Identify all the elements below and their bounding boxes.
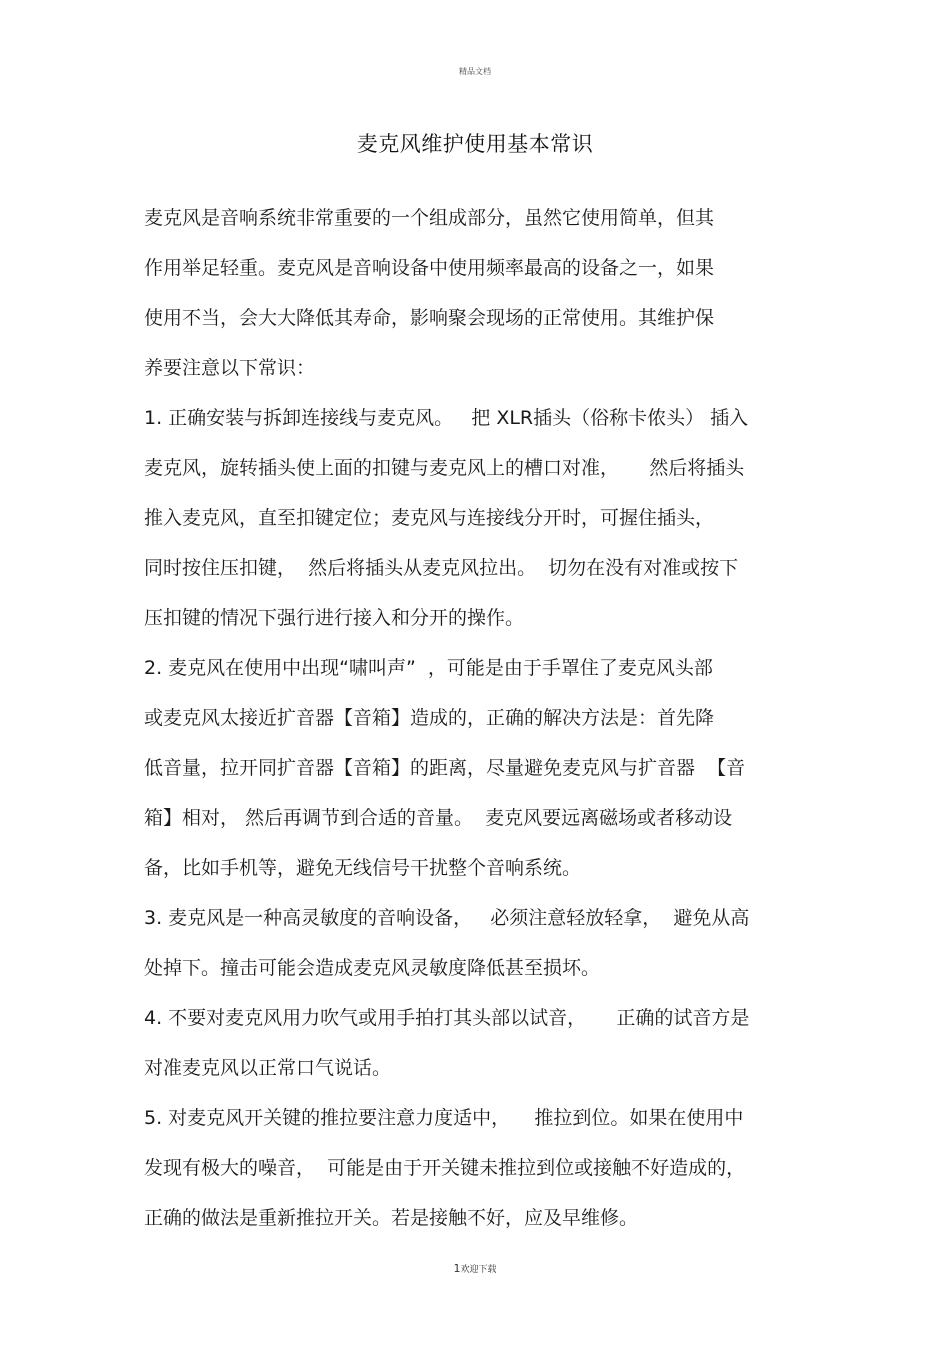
text-line: 麦克风是音响系统非常重要的一个组成部分，虽然它使用简单，但其 [144,207,715,229]
text-line: 使用不当，会大大降低其寿命，影响聚会现场的正常使用。其维护保 [144,307,715,329]
footer-text: 欢迎下载 [460,1265,497,1275]
text-line: 发现有极大的噪音， 可能是由于开关键未推拉到位或接触不好造成的， [144,1157,746,1179]
text-line: 处掉下。撞击可能会造成麦克风灵敏度降低甚至损坏。 [144,957,601,979]
text-line: 同时按住压扣键， 然后将插头从麦克风拉出。 切勿在没有对准或按下 [144,557,739,579]
text-line: 正确的做法是重新推拉开关。若是接触不好，应及早维修。 [144,1207,639,1229]
text-line: 5. 对麦克风开关键的推拉要注意力度适中， 推拉到位。如果在使用中 [144,1107,744,1129]
text-line: 3. 麦克风是一种高灵敏度的音响设备， 必须注意轻放轻拿， 避免从高 [144,907,750,929]
text-line: 1. 正确安装与拆卸连接线与麦克风。 把 XLR插头（俗称卡侬头） 插入 [144,407,749,429]
text-line: 备，比如手机等，避免无线信号干扰整个音响系统。 [144,857,582,879]
text-line: 麦克风，旋转插头使上面的扣键与麦克风上的槽口对准， 然后将插头 [144,457,745,479]
text-line: 4. 不要对麦克风用力吹气或用手拍打其头部以试音， 正确的试音方是 [144,1007,750,1029]
text-line: 或麦克风太接近扩音器【音箱】造成的，正确的解决方法是：首先降 [144,707,715,729]
text-line: 对准麦克风以正常口气说话。 [144,1057,392,1079]
text-line: 养要注意以下常识： [144,357,316,379]
page-number: 1 [453,1262,461,1275]
header-watermark: 精品文档 [459,67,491,76]
text-line: 作用举足轻重。麦克风是音响设备中使用频率最高的设备之一，如果 [144,257,715,279]
document-body [144,196,808,1246]
text-line: 箱】相对， 然后再调节到合适的音量。 麦克风要远离磁场或者移动设 [144,807,733,829]
document-title: 麦克风维护使用基本常识 [356,132,594,156]
page-footer [0,1262,950,1275]
text-line: 2. 麦克风在使用中出现“啸叫声” ，可能是由于手罩住了麦克风头部 [144,657,713,679]
text-line: 推入麦克风，直至扣键定位；麦克风与连接线分开时，可握住插头， [144,507,715,529]
text-line: 低音量，拉开同扩音器【音箱】的距离，尽量避免麦克风与扩音器 【音 [144,757,746,779]
text-line: 压扣键的情况下强行进行接入和分开的操作。 [144,607,525,629]
